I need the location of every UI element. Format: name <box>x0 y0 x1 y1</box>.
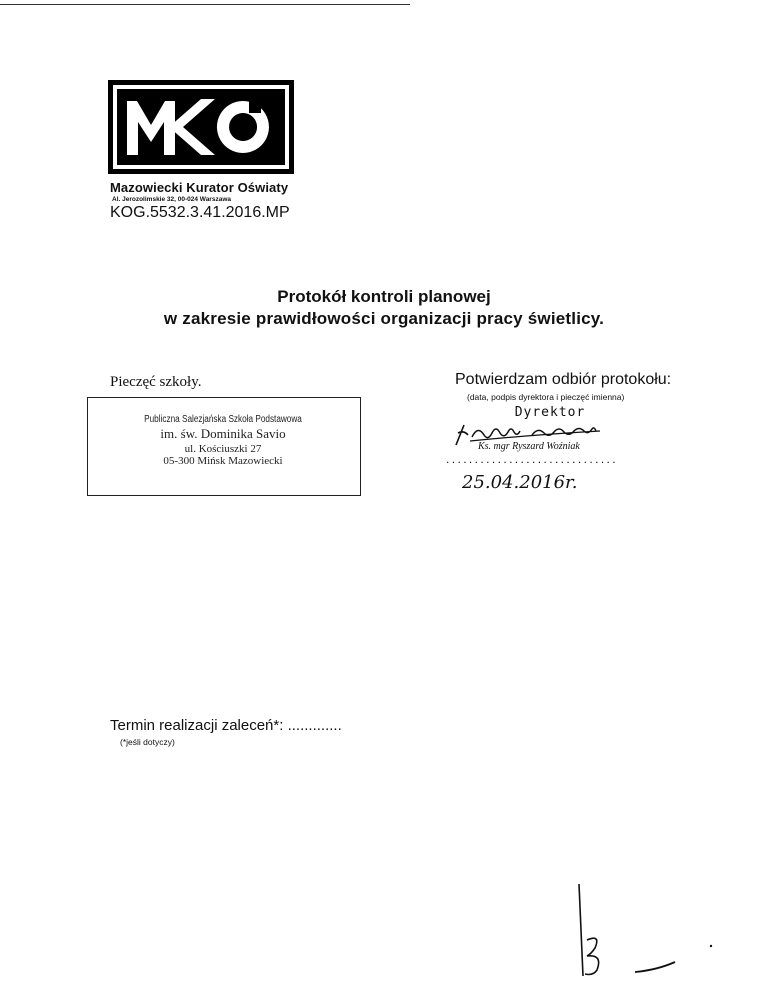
mko-logo-mark-icon <box>117 89 285 165</box>
document-title-line1: Protokół kontroli planowej <box>277 287 491 306</box>
signature-dotted-line: .............................. <box>446 452 619 466</box>
recommendations-deadline <box>110 717 342 734</box>
stamp-street: ul. Kościuszki 27 <box>184 443 262 455</box>
document-title-line2: w zakresie prawidłowości organizacji pracy świetlicy. <box>163 309 605 328</box>
recommendations-deadline-value: ............. <box>287 717 342 734</box>
scan-edge-line <box>0 4 410 5</box>
receipt-confirmation-label: Potwierdzam odbiór protokołu: <box>455 371 672 388</box>
recommendations-note: (*jeśli dotyczy) <box>120 737 175 747</box>
receipt-confirmation-note: (data, podpis dyrektora i pieczęć imienna) <box>467 392 625 402</box>
school-stamp <box>87 414 359 467</box>
handwritten-initials-icon <box>573 880 723 980</box>
recommendations-deadline-label: Termin realizacji zaleceń*: <box>110 717 284 734</box>
director-name: Ks. mgr Ryszard Woźniak <box>478 441 580 452</box>
stamp-city: 05-300 Mińsk Mazowiecki <box>163 455 283 467</box>
director-stamp-title: Dyrektor <box>514 405 586 420</box>
reference-number: KOG.5532.3.41.2016.MP <box>110 204 290 221</box>
stamp-school-type: Publiczna Salezjańska Szkoła Podstawowa <box>144 414 302 425</box>
svg-text:25.04.2016r.: 25.04.2016r. <box>462 472 578 493</box>
mko-logo <box>108 80 294 174</box>
organization-name: Mazowiecki Kurator Oświaty <box>110 180 289 195</box>
school-seal-label: Pieczęć szkoły. <box>110 374 202 390</box>
organization-address: Al. Jerozolimskie 32, 00-024 Warszawa <box>112 196 231 203</box>
handwritten-date <box>458 468 638 498</box>
stamp-school-patron: im. św. Dominika Savio <box>160 426 286 441</box>
